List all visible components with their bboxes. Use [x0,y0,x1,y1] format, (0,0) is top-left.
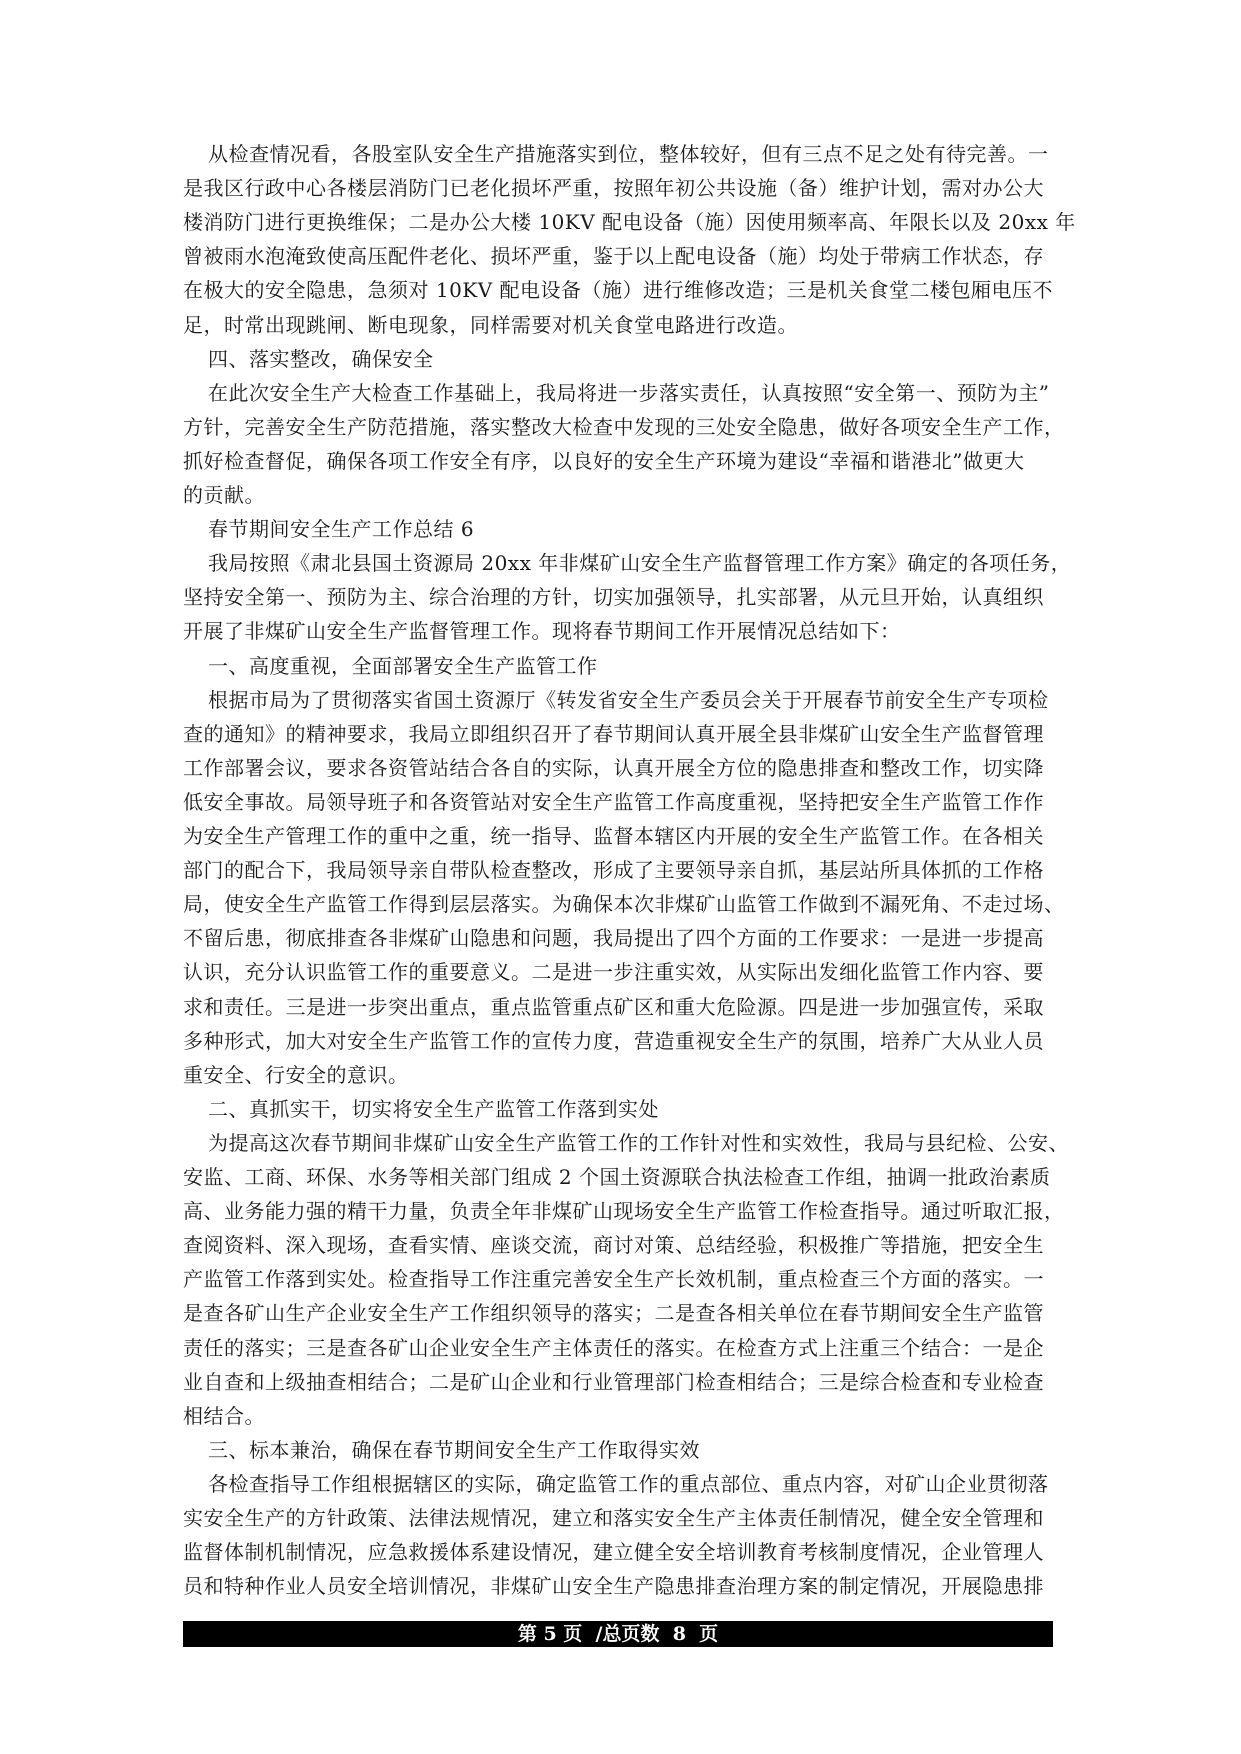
text-line: 春节期间安全生产工作总结 6 [208,517,475,542]
text-line: 足，时常出现跳闸、断电现象，同样需要对机关食堂电路进行改造。 [183,312,798,337]
text-line: 开展了非煤矿山安全生产监督管理工作。现将春节期间工作开展情况总结如下： [183,619,901,644]
text-line: 高、业务能力强的精干力量，负责全年非煤矿山现场安全生产监管工作检查指导。通过听取汇报， [183,1199,1065,1224]
text-line: 查阅资料、深入现场，查看实情、座谈交流，商讨对策、总结经验，积极推广等措施，把安全生 [183,1233,1044,1258]
text-line: 二、真抓实干，切实将安全生产监管工作落到实处 [208,1096,659,1121]
text-line: 责任的落实；三是查各矿山企业安全生产主体责任的落实。在检查方式上注重三个结合：一是企 [183,1335,1044,1360]
text-line: 低安全事故。局领导班子和各资管站对安全生产监管工作高度重视，坚持把安全生产监管工作作 [183,789,1044,814]
text-line: 四、落实整改，确保安全 [208,346,434,371]
text-line: 产监管工作落到实处。检查指导工作注重完善安全生产长效机制，重点检查三个方面的落实。一 [183,1267,1044,1292]
text-line: 不留后患，彻底排查各非煤矿山隐患和问题，我局提出了四个方面的工作要求：一是进一步提高 [183,926,1044,951]
text-line: 根据市局为了贯彻落实省国土资源厅《转发省安全生产委员会关于开展春节前安全生产专项检 [208,687,1049,712]
text-line: 工作部署会议，要求各资管站结合各自的实际，认真开展全方位的隐患排查和整改工作，切实降 [183,755,1044,780]
text-line: 相结合。 [183,1403,265,1428]
text-line: 实安全生产的方针政策、法律法规情况，建立和落实安全生产主体责任制情况，健全安全管理和 [183,1506,1044,1530]
text-line: 我局按照《肃北县国土资源局 20xx 年非煤矿山安全生产监督管理工作方案》确定的各项任务， [208,551,1072,576]
text-line: 员和特种作业人员安全培训情况，非煤矿山安全生产隐患排查治理方案的制定情况，开展隐患排 [183,1574,1044,1599]
text-line: 从检查情况看，各股室队安全生产措施落实到位，整体较好，但有三点不足之处有待完善。一 [208,142,1049,166]
text-line: 是查各矿山生产企业安全生产工作组织领导的落实；二是查各相关单位在春节期间安全生产监管 [183,1301,1044,1326]
text-line: 监督体制机制情况，应急救援体系建设情况，建立健全安全培训教育考核制度情况，企业管理人 [183,1540,1044,1565]
text-line: 的贡献。 [183,483,265,507]
text-line: 安监、工商、环保、水务等相关部门组成 2 个国土资源联合执法检查工作组，抽调一批政治素质 [183,1165,1051,1189]
text-line: 楼消防门进行更换维保；二是办公大楼 10KV 配电设备（施）因使用频率高、年限长以及 20xx 年 [183,210,1076,235]
text-line: 方针，完善安全生产防范措施，落实整改大检查中发现的三处安全隐患，做好各项安全生产工作， [183,414,1065,439]
text-line: 是我区行政中心各楼层消防门已老化损坏严重，按照年初公共设施（备）维护计划，需对办公大 [183,176,1044,201]
text-line: 认识，充分认识监管工作的重要意义。二是进一步注重实效，从实际出发细化监管工作内容、要 [183,960,1044,985]
text-line: 坚持安全第一、预防为主、综合治理的方针，切实加强领导，扎实部署，从元旦开始，认真组织 [183,585,1044,610]
text-line: 局，使安全生产监管工作得到层层落实。为确保本次非煤矿山监管工作做到不漏死角、不走过场、 [183,892,1065,917]
text-line: 重安全、行安全的意识。 [183,1062,409,1087]
page-footer [183,1621,1053,1647]
text-line: 一、高度重视，全面部署安全生产监管工作 [208,653,598,678]
text-line: 曾被雨水泡淹致使高压配件老化、损坏严重，鉴于以上配电设备（施）均处于带病工作状态，存 [183,244,1044,269]
text-line: 求和责任。三是进一步突出重点，重点监管重点矿区和重大危险源。四是进一步加强宣传，采取 [183,994,1044,1019]
text-line: 抓好检查督促，确保各项工作安全有序，以良好的安全生产环境为建设“幸福和谐港北”做更大 [183,448,1025,473]
text-line: 为安全生产管理工作的重中之重，统一指导、监督本辖区内开展的安全生产监管工作。在各相关 [183,824,1044,848]
text-line: 三、标本兼治，确保在春节期间安全生产工作取得实效 [208,1437,700,1462]
text-line: 各检查指导工作组根据辖区的实际，确定监管工作的重点部位、重点内容，对矿山企业贯彻落 [208,1471,1049,1496]
text-line: 多种形式，加大对安全生产监管工作的宣传力度，营造重视安全生产的氛围，培养广大从业人员 [183,1028,1044,1053]
text-line: 为提高这次春节期间非煤矿山安全生产监管工作的工作针对性和实效性，我局与县纪检、公安、 [208,1130,1069,1155]
text-line: 查的通知》的精神要求，我局立即组织召开了春节期间认真开展全县非煤矿山安全生产监督管理 [183,721,1044,746]
text-line: 在极大的安全隐患，急须对 10KV 配电设备（施）进行维修改造；三是机关食堂二楼包厢电压不 [183,278,1054,303]
text-line: 在此次安全生产大检查工作基础上，我局将进一步落实责任，认真按照“安全第一、预防为主” [208,380,1050,405]
text-line: 业自查和上级抽查相结合；二是矿山企业和行业管理部门检查相结合；三是综合检查和专业检查 [183,1369,1044,1394]
text-line: 部门的配合下，我局领导亲自带队检查整改，形成了主要领导亲自抓，基层站所具体抓的工作格 [183,858,1044,883]
page-number: 第 5 页 /总页数 8 页 [517,1623,719,1645]
